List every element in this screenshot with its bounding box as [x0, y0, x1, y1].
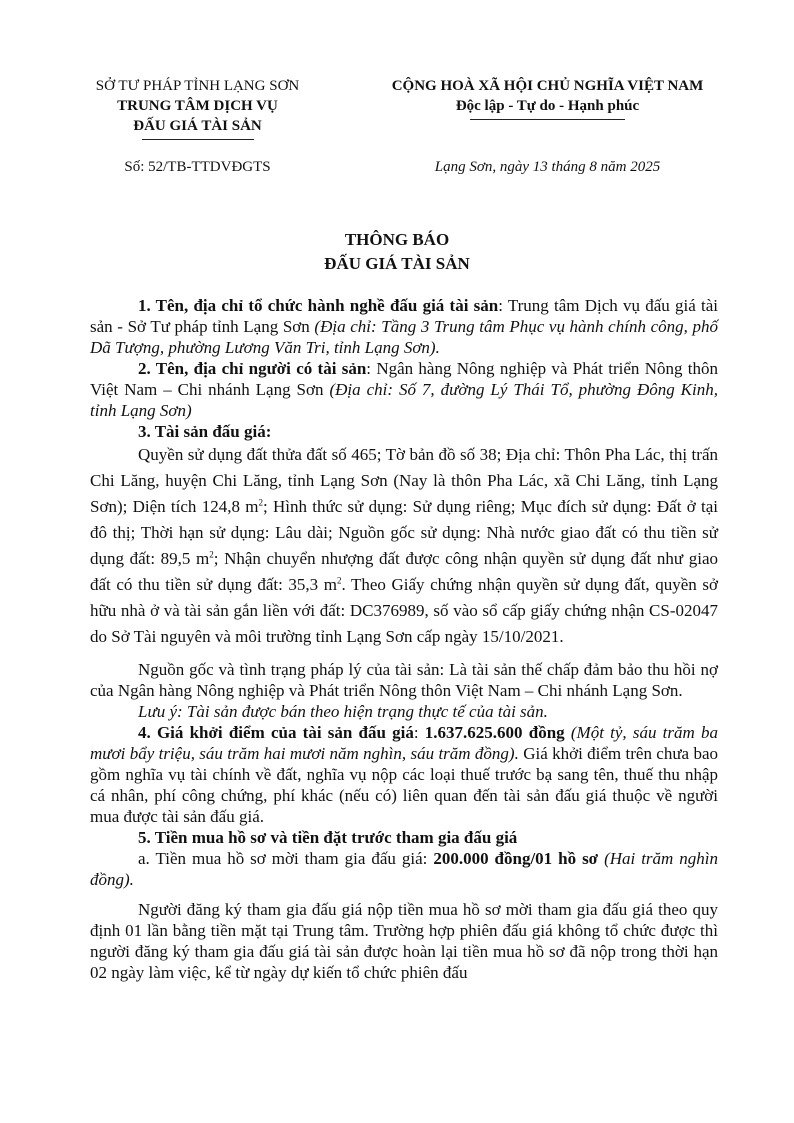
- section-2-text: : Ngân hàng Nông nghiệp và Phát triển Nông thôn Việt Nam – Chi nhánh Lạng Sơn: [90, 359, 718, 399]
- asset-description: [90, 442, 718, 650]
- motto-underline: [470, 119, 625, 120]
- asset-desc-part-1: Quyền sử dụng đất thửa đất số 465; Tờ bản đồ số 38; Địa chỉ: Thôn Pha Lác, thị trấn Chi Lăng, huyện Chi Lăng, tỉnh Lạng Sơn (Nay là thôn Pha Lác, xã Chi Lăng, tỉnh Lạng Sơn); Diện tích 124,8 m: [90, 445, 718, 516]
- starting-price-words: (Một tỷ, sáu trăm ba mươi bẩy triệu, sáu trăm hai mươi năm nghìn, sáu trăm đồng).: [90, 723, 718, 763]
- title-line-1: THÔNG BÁO: [344, 230, 450, 249]
- document-title: [0, 228, 794, 276]
- section-4: [90, 722, 718, 827]
- title-line-2: ĐẤU GIÁ TÀI SẢN: [324, 254, 470, 273]
- section-1-address: (Địa chỉ: Tầng 3 Trung tâm Phục vụ hành chính công, phố Dã Tượng, phường Lương Văn Tri, tỉnh Lạng Sơn).: [90, 317, 718, 357]
- section-1-text: : Trung tâm Dịch vụ đấu giá tài sản - Sở Tư pháp tỉnh Lạng Sơn: [90, 296, 718, 336]
- section-1: [90, 295, 718, 358]
- superscript: 2: [336, 575, 342, 586]
- section-5-paragraph: Người đăng ký tham gia đấu giá nộp tiền mua hồ sơ mời tham gia đấu giá theo quy định 01 lần bằng tiền mặt tại Trung tâm. Trường hợp phiên đấu giá không tổ chức được thì người đăng ký tham gia đấu giá tài sản được hoàn lại tiền mua hồ sơ đã nộp trong thời hạn 02 ngày làm việc, kể từ ngày dự kiến tổ chức phiên đấu: [90, 900, 718, 982]
- superscript: 2: [258, 497, 263, 508]
- dossier-fee-words: (Hai trăm nghìn đồng).: [90, 849, 719, 889]
- org-line-3: ĐẤU GIÁ TÀI SẢN: [133, 118, 262, 134]
- dossier-fee: 200.000 đồng/01 hồ sơ: [433, 849, 599, 868]
- section-4-colon: :: [413, 723, 425, 742]
- section-5-heading: [90, 827, 718, 848]
- asset-desc-part-2: ; Hình thức sử dụng: Sử dụng riêng; Mục đích sử dụng: Đất ở tại đô thị; Thời hạn sử dụng: Lâu dài; Nguồn gốc sử dụng: Nhà nước giao đất có thu tiền sử dụng đất: 89,5 m: [90, 497, 718, 568]
- section-5a-text: a. Tiền mua hồ sơ mời tham gia đấu giá:: [138, 849, 434, 868]
- nation-name: CỘNG HOÀ XÃ HỘI CHỦ NGHĨA VIỆT NAM: [391, 78, 704, 94]
- section-2-address: (Địa chỉ: Số 7, đường Lý Thái Tổ, phường Đông Kinh, tỉnh Lạng Sơn): [90, 380, 718, 420]
- section-3-heading-text: 3. Tài sản đấu giá:: [138, 422, 272, 441]
- section-4-text: Giá khởi điểm trên chưa bao gồm nghĩa vụ tài chính về đất, nghĩa vụ nộp các loại thuế trước bạ sang tên, thuế thu nhập cá nhân, phí công chứng, phí khác (nếu có) liên quan đến tài sản đấu giá thuộc về người mua được tài sản đấu giá.: [90, 744, 718, 826]
- section-2-heading: 2. Tên, địa chỉ người có tài sản: [138, 359, 367, 378]
- org-line-1: SỞ TƯ PHÁP TỈNH LẠNG SƠN: [95, 78, 300, 94]
- document-number: Số: 52/TB-TTDVĐGTS: [124, 159, 271, 175]
- section-3-heading: [90, 421, 718, 442]
- asset-desc-part-3: ; Nhận chuyển nhượng đất được công nhận quyền sử dụng đất như giao đất có thu tiền sử dụng đất: 35,3 m: [90, 549, 719, 594]
- superscript: 2: [209, 549, 214, 560]
- document-body: [90, 295, 718, 983]
- asset-legal-status: Nguồn gốc và tình trạng pháp lý của tài sản: Là tài sản thế chấp đảm bảo thu hồi nợ của Ngân hàng Nông nghiệp và Phát triển Nông thôn Việt Nam – Chi nhánh Lạng Sơn.: [90, 660, 718, 700]
- section-1-heading: 1. Tên, địa chỉ tổ chức hành nghề đấu giá tài sản: [138, 296, 499, 315]
- section-5a: [90, 848, 718, 890]
- place-date: Lạng Sơn, ngày 13 tháng 8 năm 2025: [434, 159, 661, 175]
- org-underline: [142, 139, 254, 140]
- asset-note: Lưu ý: Tài sản được bán theo hiện trạng thực tế của tài sản.: [138, 702, 548, 721]
- motto: Độc lập - Tự do - Hạnh phúc: [455, 98, 640, 114]
- national-header: [370, 76, 725, 120]
- org-line-2: TRUNG TÂM DỊCH VỤ: [117, 98, 278, 114]
- section-2: [90, 358, 718, 421]
- section-4-heading: 4. Giá khởi điểm của tài sản đấu giá: [138, 723, 414, 742]
- asset-desc-part-4: . Theo Giấy chứng nhận quyền sử dụng đất, quyền sở hữu nhà ở và tài sản gắn liền với đất: DC376989, số vào sổ cấp giấy chứng nhận CS-02047 do Sở Tài nguyên và môi trường tỉnh Lạng Sơn cấp ngày 15/10/2021.: [90, 575, 718, 646]
- issuing-organization: [80, 76, 315, 140]
- starting-price: 1.637.625.600 đồng: [424, 723, 565, 742]
- section-5-heading-text: 5. Tiền mua hồ sơ và tiền đặt trước tham gia đấu giá: [138, 828, 518, 847]
